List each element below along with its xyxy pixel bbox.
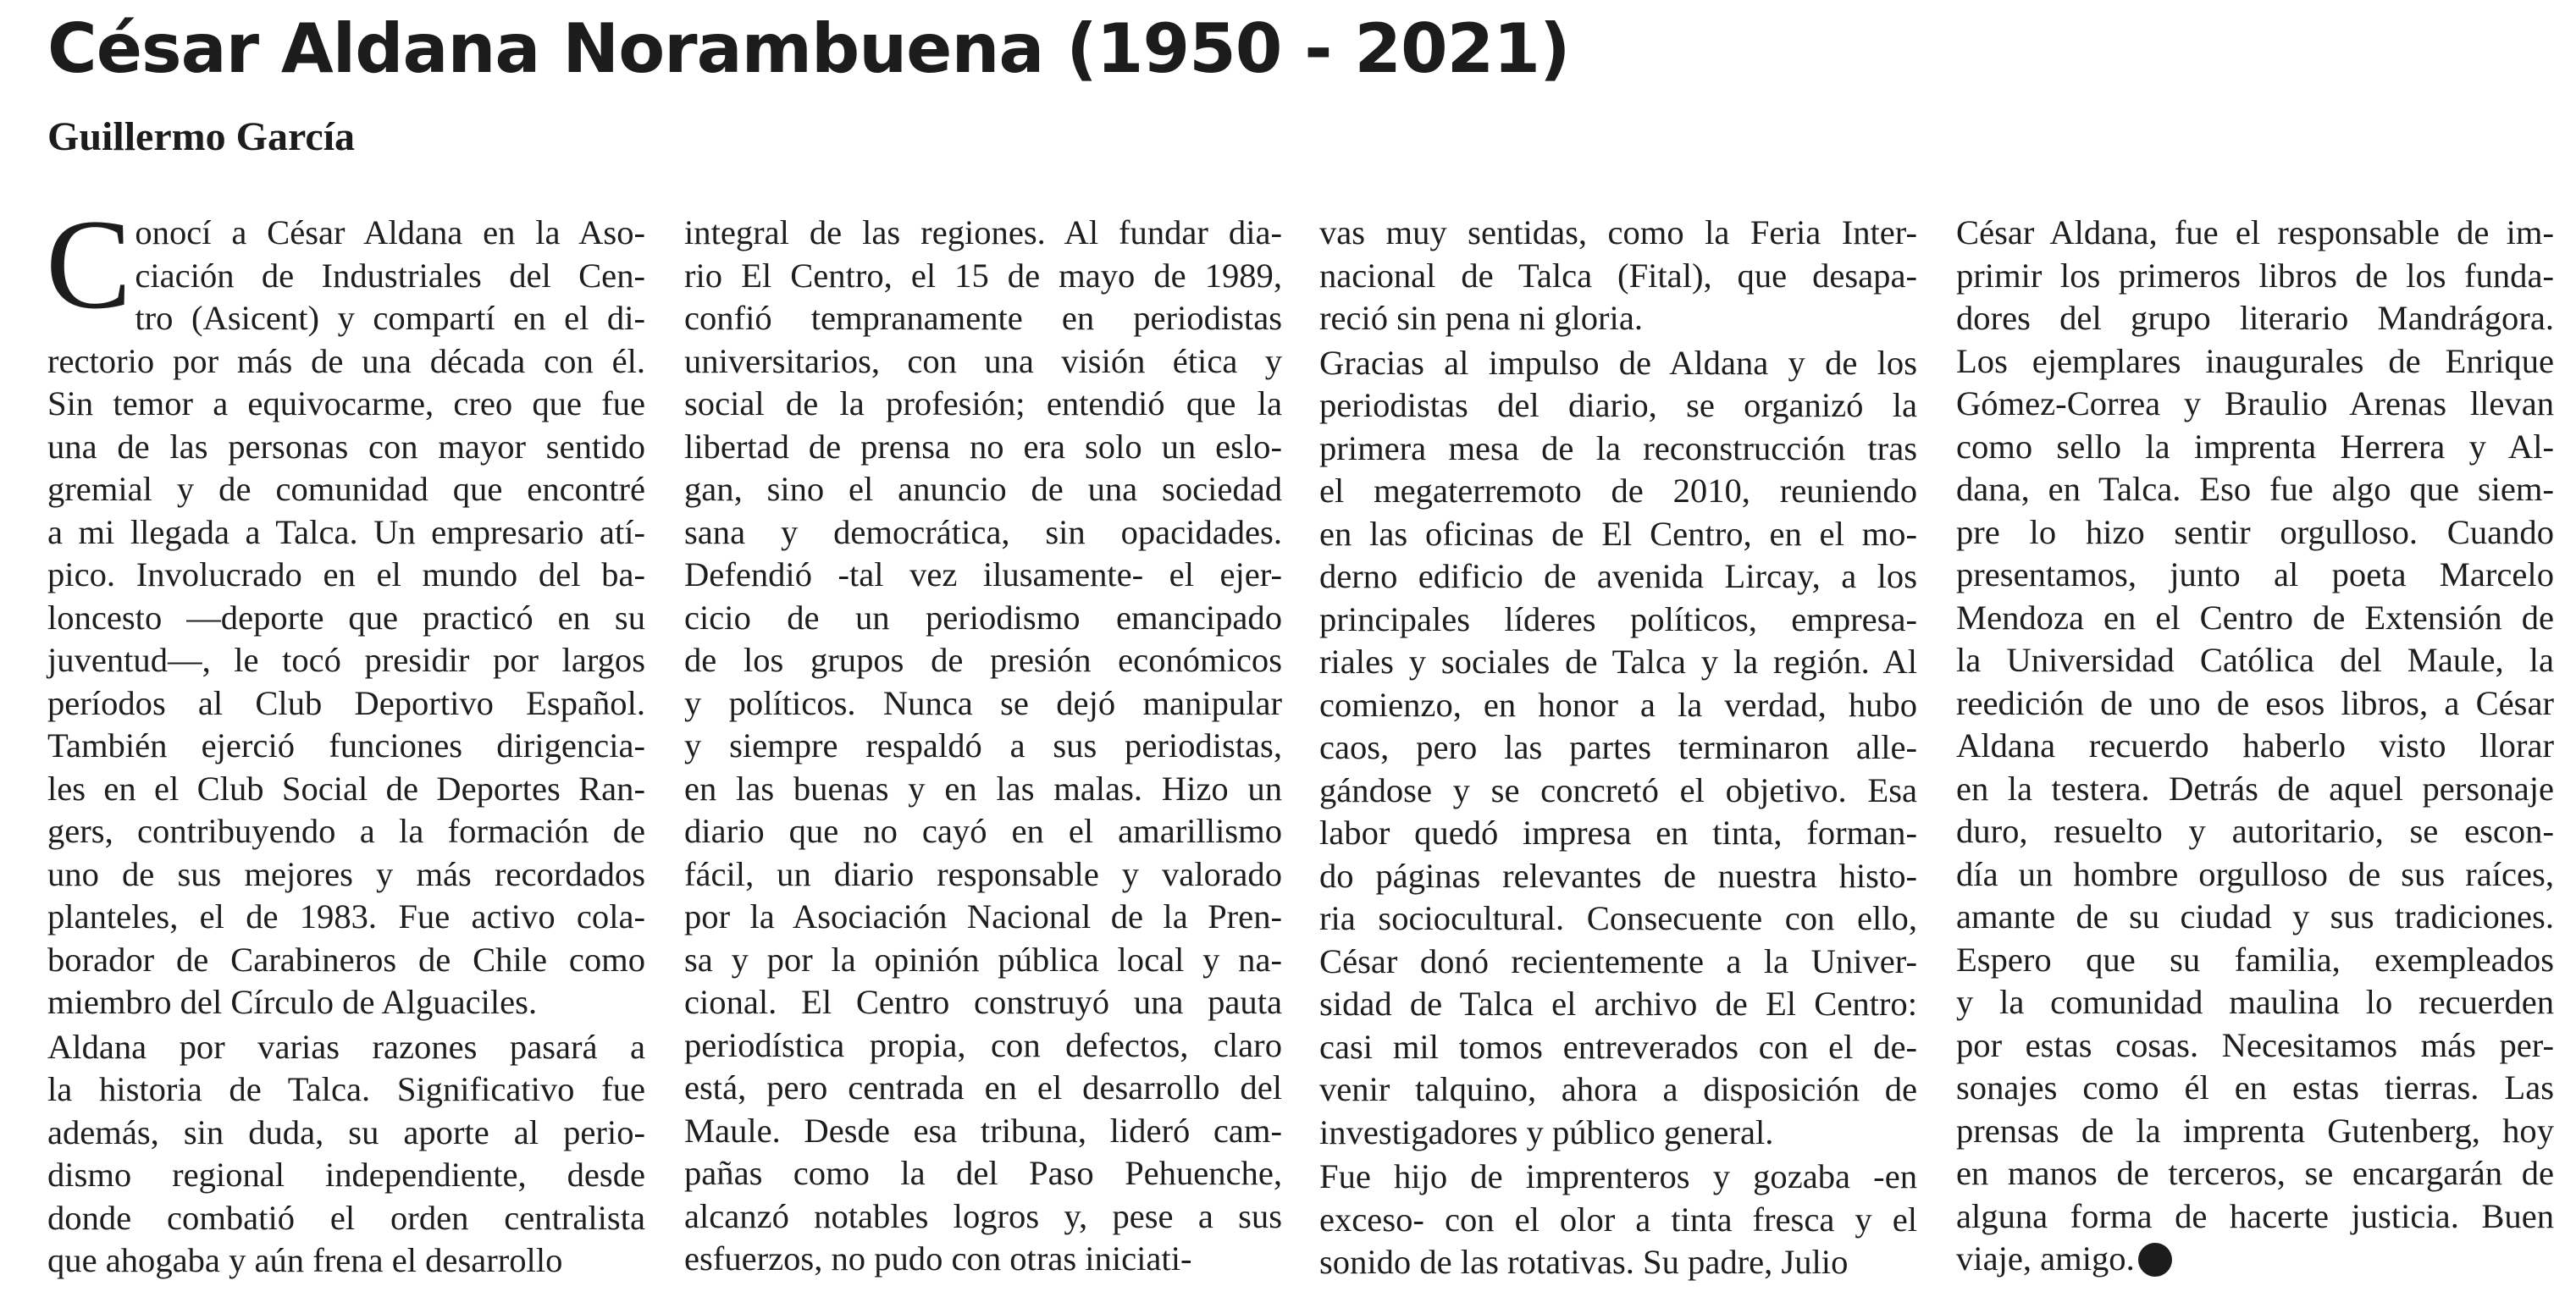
text-line: César Aldana, fue el responsable de im- <box>1956 213 2554 251</box>
text-line: pañas como la del Paso Pehuenche, <box>684 1154 1282 1192</box>
text-line: reedición de uno de esos libros, a César <box>1956 683 2554 722</box>
text-line: Gracias al impulso de Aldana y de los <box>1319 343 1917 382</box>
text-line: social de la profesión; entendió que la <box>684 384 1282 422</box>
text-line: además, sin duda, su aporte al perio- <box>47 1112 645 1151</box>
text-line: Espero que su familia, exempleados <box>1956 940 2554 979</box>
text-line: prensas de la imprenta Gutenberg, hoy <box>1956 1111 2554 1150</box>
text-line: Maule. Desde esa tribuna, lideró cam- <box>684 1111 1282 1150</box>
text-line: sonido de las rotativas. Su padre, Julio <box>1319 1243 1849 1281</box>
text-line: pre lo hizo sentir orgulloso. Cuando <box>1956 512 2554 551</box>
text-line: gers, contribuyendo a la formación de <box>47 812 645 850</box>
text-line: primera mesa de la reconstrucción tras <box>1319 428 1917 467</box>
text-line: en manos de terceros, se encargarán de <box>1956 1154 2554 1192</box>
text-line: fácil, un diario responsable y valorado <box>684 854 1282 893</box>
text-line: dismo regional independiente, desde <box>47 1156 645 1194</box>
text-line: derno edificio de avenida Lircay, a los <box>1319 557 1917 595</box>
text-line: amante de su ciudad y sus tradiciones. <box>1956 897 2554 935</box>
text-line: periodística propia, con defectos, claro <box>684 1025 1282 1064</box>
text-line: Los ejemplares inaugurales de Enrique <box>1956 341 2554 380</box>
article-paragraph <box>1956 212 2554 1281</box>
text-line: dores del grupo literario Mandrágora. <box>1956 299 2554 337</box>
text-line: tro (Asicent) y compartí en el di- <box>135 299 645 337</box>
text-line: Sin temor a equivocarme, creo que fue <box>47 384 645 422</box>
article-paragraph <box>684 212 1282 1281</box>
text-line: periodistas del diario, se organizó la <box>1319 386 1917 424</box>
text-line: alguna forma de hacerte justicia. Buen <box>1956 1196 2554 1235</box>
text-line: dana, en Talca. Eso fue algo que siem- <box>1956 470 2554 508</box>
text-line: borador de Carabineros de Chile como <box>47 940 645 979</box>
text-line: gan, sino el anuncio de una sociedad <box>684 470 1282 508</box>
text-line: libertad de prensa no era solo un eslo- <box>684 427 1282 466</box>
text-line: Gómez-Correa y Braulio Arenas llevan <box>1956 384 2554 422</box>
article-paragraph <box>47 1026 645 1283</box>
article-paragraph <box>46 193 645 1024</box>
text-line: ciación de Industriales del Cen- <box>135 256 645 295</box>
text-line: pico. Involucrado en el mundo del ba- <box>47 555 645 593</box>
text-line: y políticos. Nunca se dejó manipular <box>684 683 1282 722</box>
text-line: uno de sus mejores y más recordados <box>47 854 645 893</box>
text-line: alcanzó notables logros y, pese a sus <box>684 1196 1282 1235</box>
text-line: diario que no cayó en el amarillismo <box>684 812 1282 850</box>
text-line: períodos al Club Deportivo Español. <box>47 683 645 722</box>
text-line: principales líderes políticos, empresa- <box>1319 599 1917 638</box>
article-column-1 <box>46 193 645 1283</box>
text-line: rio El Centro, el 15 de mayo de 1989, <box>684 256 1282 295</box>
text-line: de los grupos de presión económicos <box>684 641 1282 679</box>
text-line: donde combatió el orden centralista <box>47 1198 645 1237</box>
text-line: sa y por la opinión pública local y na- <box>684 940 1282 979</box>
text-line: presentamos, junto al poeta Marcelo <box>1956 555 2554 593</box>
text-line: primir los primeros libros de los funda- <box>1956 256 2554 295</box>
text-line: exceso- con el olor a tinta fresca y el <box>1319 1200 1917 1239</box>
text-line: esfuerzos, no pudo con otras iniciati- <box>684 1239 1192 1278</box>
text-line: en las oficinas de El Centro, en el mo- <box>1319 514 1917 553</box>
text-line: ria sociocultural. Consecuente con ello, <box>1319 899 1917 937</box>
text-line: juventud—, le tocó presidir por largos <box>47 641 645 679</box>
text-line: sana y democrática, sin opacidades. <box>684 512 1282 551</box>
text-line: César donó recientemente a la Univer- <box>1319 941 1917 980</box>
article-column-3 <box>1319 212 1917 1284</box>
text-line: Aldana recuerdo haberlo visto llorar <box>1956 726 2554 764</box>
text-line: la Universidad Católica del Maule, la <box>1956 641 2554 679</box>
text-line: en las buenas y en las malas. Hizo un <box>684 769 1282 808</box>
text-line: loncesto —deporte que practicó en su <box>47 598 645 637</box>
text-line: Defendió -tal vez ilusamente- el ejer- <box>684 555 1282 593</box>
text-line: el megaterremoto de 2010, reuniendo <box>1319 472 1917 510</box>
text-line: Aldana por varias razones pasará a <box>47 1027 645 1066</box>
text-line: gremial y de comunidad que encontré <box>47 470 645 508</box>
text-line: viaje, amigo. <box>1956 1238 2554 1281</box>
text-line: la historia de Talca. Significativo fue <box>47 1070 645 1108</box>
text-line: Mendoza en el Centro de Extensión de <box>1956 598 2554 637</box>
text-line: les en el Club Social de Deportes Ran- <box>47 769 645 808</box>
text-line: miembro del Círculo de Alguaciles. <box>47 983 538 1021</box>
text-line: y siempre respaldó a sus periodistas, <box>684 726 1282 764</box>
text-line: a mi llegada a Talca. Un empresario atí- <box>47 512 645 551</box>
text-line: comienzo, en honor a la verdad, hubo <box>1319 685 1917 724</box>
text-line: que ahogaba y aún frena el desarrollo <box>47 1241 563 1279</box>
text-line: También ejerció funciones dirigencia- <box>47 726 645 764</box>
text-line: Fue hijo de imprenteros y gozaba -en <box>1319 1157 1917 1195</box>
text-line: duro, resuelto y autoritario, se escon- <box>1956 812 2554 850</box>
end-of-article-mark <box>2138 1243 2172 1277</box>
text-line: sidad de Talca el archivo de El Centro: <box>1319 985 1917 1023</box>
text-line: está, pero centrada en el desarrollo del <box>684 1068 1282 1107</box>
text-line: cicio de un periodismo emancipado <box>684 598 1282 637</box>
article-title: César Aldana Norambuena (1950 - 2021) <box>47 9 1570 88</box>
text-line: por estas cosas. Necesitamos más per- <box>1956 1025 2554 1064</box>
article-column-4 <box>1956 212 2554 1281</box>
text-line: riales y sociales de Talca y la región. Al <box>1319 643 1917 681</box>
text-line: casi mil tomos entreverados con el de- <box>1319 1027 1917 1066</box>
text-line: reció sin pena ni gloria. <box>1319 299 1643 337</box>
article-author: Guillermo García <box>47 114 356 159</box>
text-line: universitarios, con una visión ética y <box>684 341 1282 380</box>
text-line: gándose y se concretó el objetivo. Esa <box>1319 770 1917 809</box>
text-line: do páginas relevantes de nuestra histo- <box>1319 856 1917 895</box>
text-line: sonajes como él en estas tierras. Las <box>1956 1068 2554 1107</box>
text-line: integral de las regiones. Al fundar dia- <box>684 213 1282 251</box>
drop-cap: C <box>46 193 132 335</box>
article-column-2 <box>684 212 1282 1281</box>
text-line: venir talquino, ahora a disposición de <box>1319 1070 1917 1108</box>
text-line: nacional de Talca (Fital), que desapa- <box>1319 256 1917 295</box>
text-line: confió tempranamente en periodistas <box>684 299 1282 337</box>
text-line: vas muy sentidas, como la Feria Inter- <box>1319 213 1917 251</box>
article-paragraph <box>1319 1156 1917 1284</box>
text-line: investigadores y público general. <box>1319 1112 1774 1151</box>
text-line: como sello la imprenta Herrera y Al- <box>1956 427 2554 466</box>
text-line: por la Asociación Nacional de la Pren- <box>684 897 1282 935</box>
article-paragraph <box>1319 212 1917 340</box>
text-line: onocí a César Aldana en la Aso- <box>135 213 645 251</box>
text-line: planteles, el de 1983. Fue activo cola- <box>47 897 645 935</box>
text-line: labor quedó impresa en tinta, forman- <box>1319 814 1917 852</box>
text-line: día un hombre orgulloso de sus raíces, <box>1956 854 2554 893</box>
text-line: rectorio por más de una década con él. <box>47 341 645 380</box>
text-line: en la testera. Detrás de aquel personaje <box>1956 769 2554 808</box>
text-line: cional. El Centro construyó una pauta <box>684 983 1282 1021</box>
text-line: caos, pero las partes terminaron alle- <box>1319 728 1917 766</box>
article-paragraph <box>1319 342 1917 1155</box>
text-line: y la comunidad maulina lo recuerden <box>1956 983 2554 1021</box>
text-line: una de las personas con mayor sentido <box>47 427 645 466</box>
